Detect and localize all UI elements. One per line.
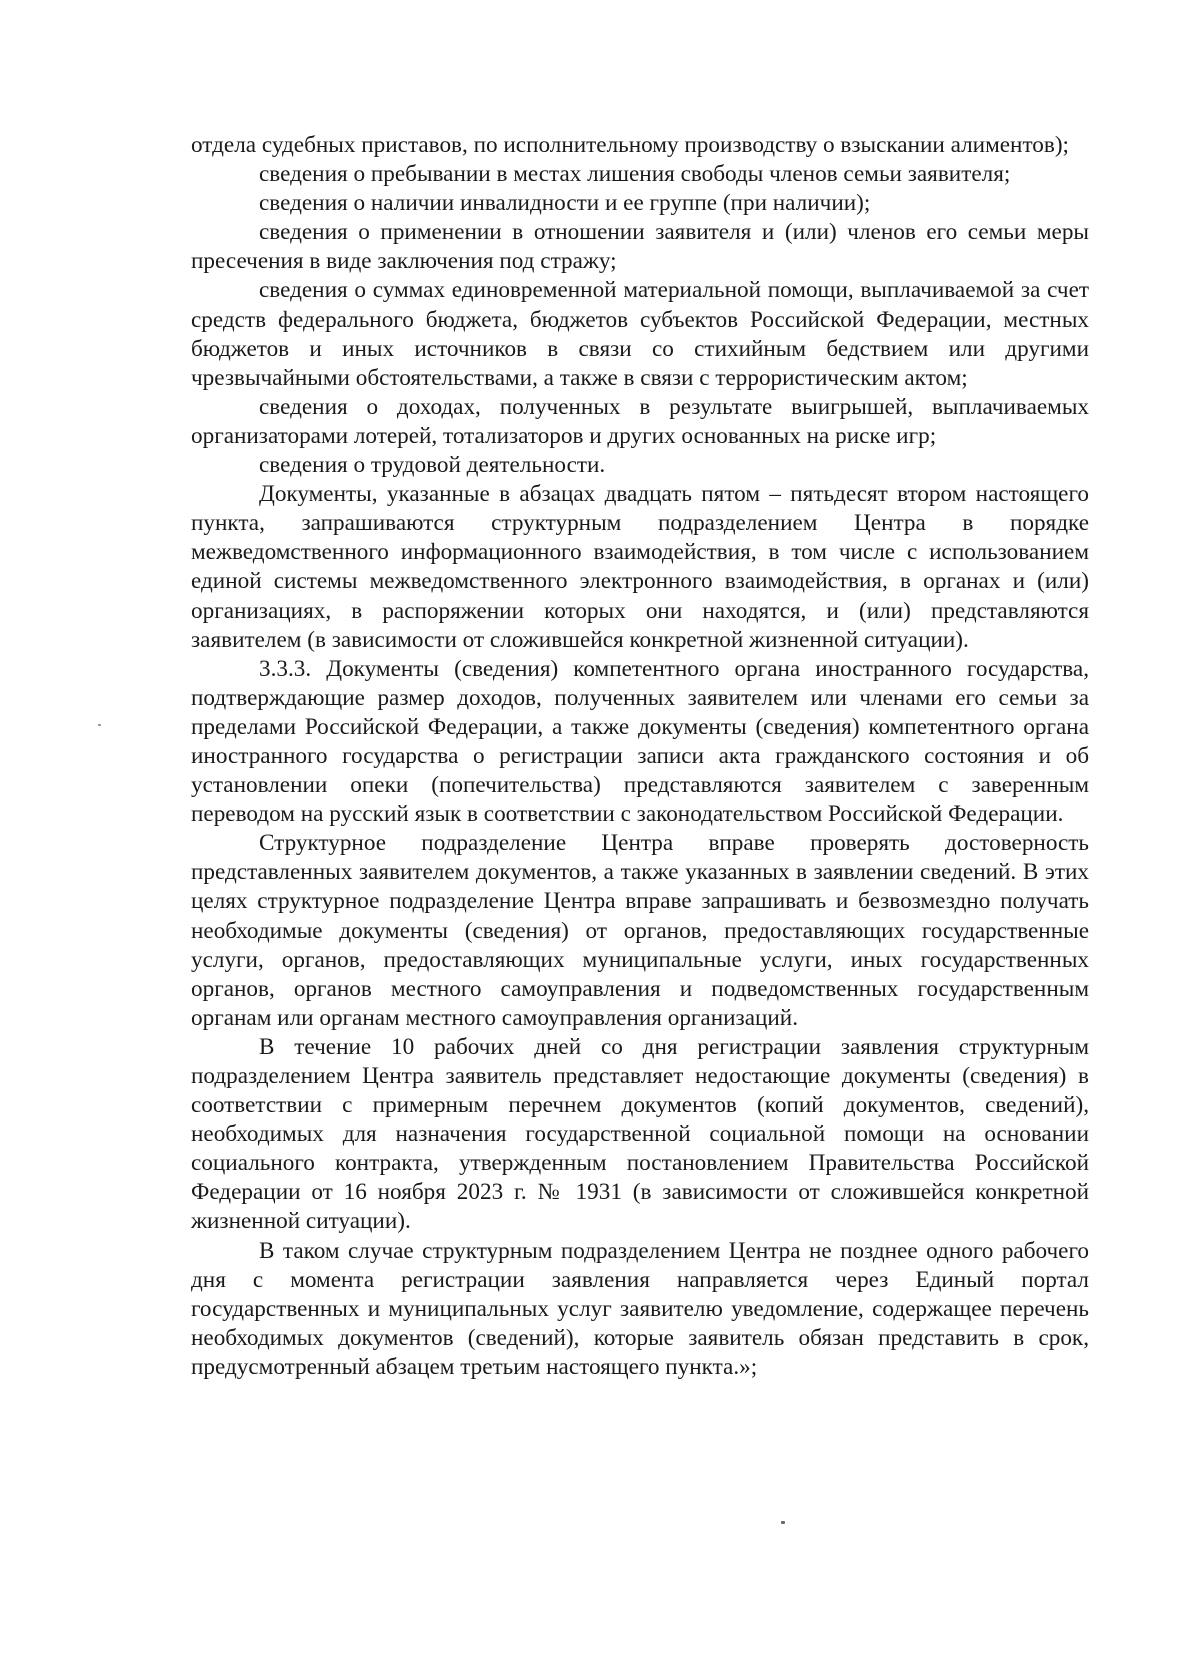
paragraph: В течение 10 рабочих дней со дня регистрации заявления структурным подразделением Центра заявитель представляет недостающие документы (сведения) в соответствии с примерным перечнем документов (копий документов, сведений), необходимых для назначения государственной социальной помощи на основании социального контракта, утвержденным постановлением Правительства Российской Федерации от 16 ноября 2023 г. № 1931 (в зависимости от сложившейся конкретной жизненной ситуации).: [191, 1033, 1089, 1235]
paragraph: Документы, указанные в абзацах двадцать пятом – пятьдесят втором настоящего пункта, запрашиваются структурным подразделением Центра в порядке межведомственного информационного взаимодействия, в том числе с использованием единой системы межведомственного электронного взаимодействия, в органах и (или) организациях, в распоряжении которых они находятся, и (или) представляются заявителем (в зависимости от сложившейся конкретной жизненной ситуации).: [191, 481, 1089, 653]
paragraph: сведения о применении в отношении заявителя и (или) членов его семьи меры пресечения в виде заключения под стражу;: [191, 219, 1089, 275]
paragraph: сведения о суммах единовременной материальной помощи, выплачиваемой за счет средств федерального бюджета, бюджетов субъектов Российской Федерации, местных бюджетов и иных источников в связи со стихийным бедствием или другими чрезвычайными обстоятельствами, а также в связи с террористическим актом;: [191, 277, 1089, 391]
paragraph: Структурное подразделение Центра вправе проверять достоверность представленных заявителем документов, а также указанных в заявлении сведений. В этих целях структурное подразделение Центра вправе запрашивать и безвозмездно получать необходимые документы (сведения) от органов, предоставляющих государственные услуги, органов, предоставляющих муниципальные услуги, иных государственных органов, органов местного самоуправления и подведомственных государственным органам или органам местного самоуправления организаций.: [191, 830, 1089, 1031]
paragraph-3-3-3: 3.3.3. Документы (сведения) компетентного органа иностранного государства, подтверждающие размер доходов, полученных заявителем или членами его семьи за пределами Российской Федерации, а также документы (сведения) компетентного органа иностранного государства о регистрации записи акта гражданского состояния и об установлении опеки (попечительства) представляются заявителем с заверенным переводом на русский язык в соответствии с законодательством Российской Федерации.: [191, 655, 1089, 828]
paragraph: сведения о трудовой деятельности.: [259, 452, 606, 479]
document-body: [191, 131, 1089, 1382]
paragraph: сведения о доходах, полученных в результате выигрышей, выплачиваемых организаторами лотерей, тотализаторов и других основанных на риске игр;: [191, 393, 1089, 449]
paragraph: сведения о наличии инвалидности и ее группе (при наличии);: [259, 190, 871, 217]
paragraph-continuation: отдела судебных приставов, по исполнительному производству о взыскании алиментов);: [191, 132, 1069, 158]
paragraph-final: В таком случае структурным подразделением Центра не позднее одного рабочего дня с момента регистрации заявления направляется через Единый портал государственных и муниципальных услуг заявителю уведомление, содержащее перечень необходимых документов (сведений), которые заявитель обязан представить в срок, предусмотренный абзацем третьим настоящего пункта.»;: [191, 1237, 1089, 1380]
scan-speck: [781, 1521, 785, 1524]
paragraph: сведения о пребывании в местах лишения свободы членов семьи заявителя;: [259, 161, 1011, 188]
scan-speck: [98, 724, 101, 726]
